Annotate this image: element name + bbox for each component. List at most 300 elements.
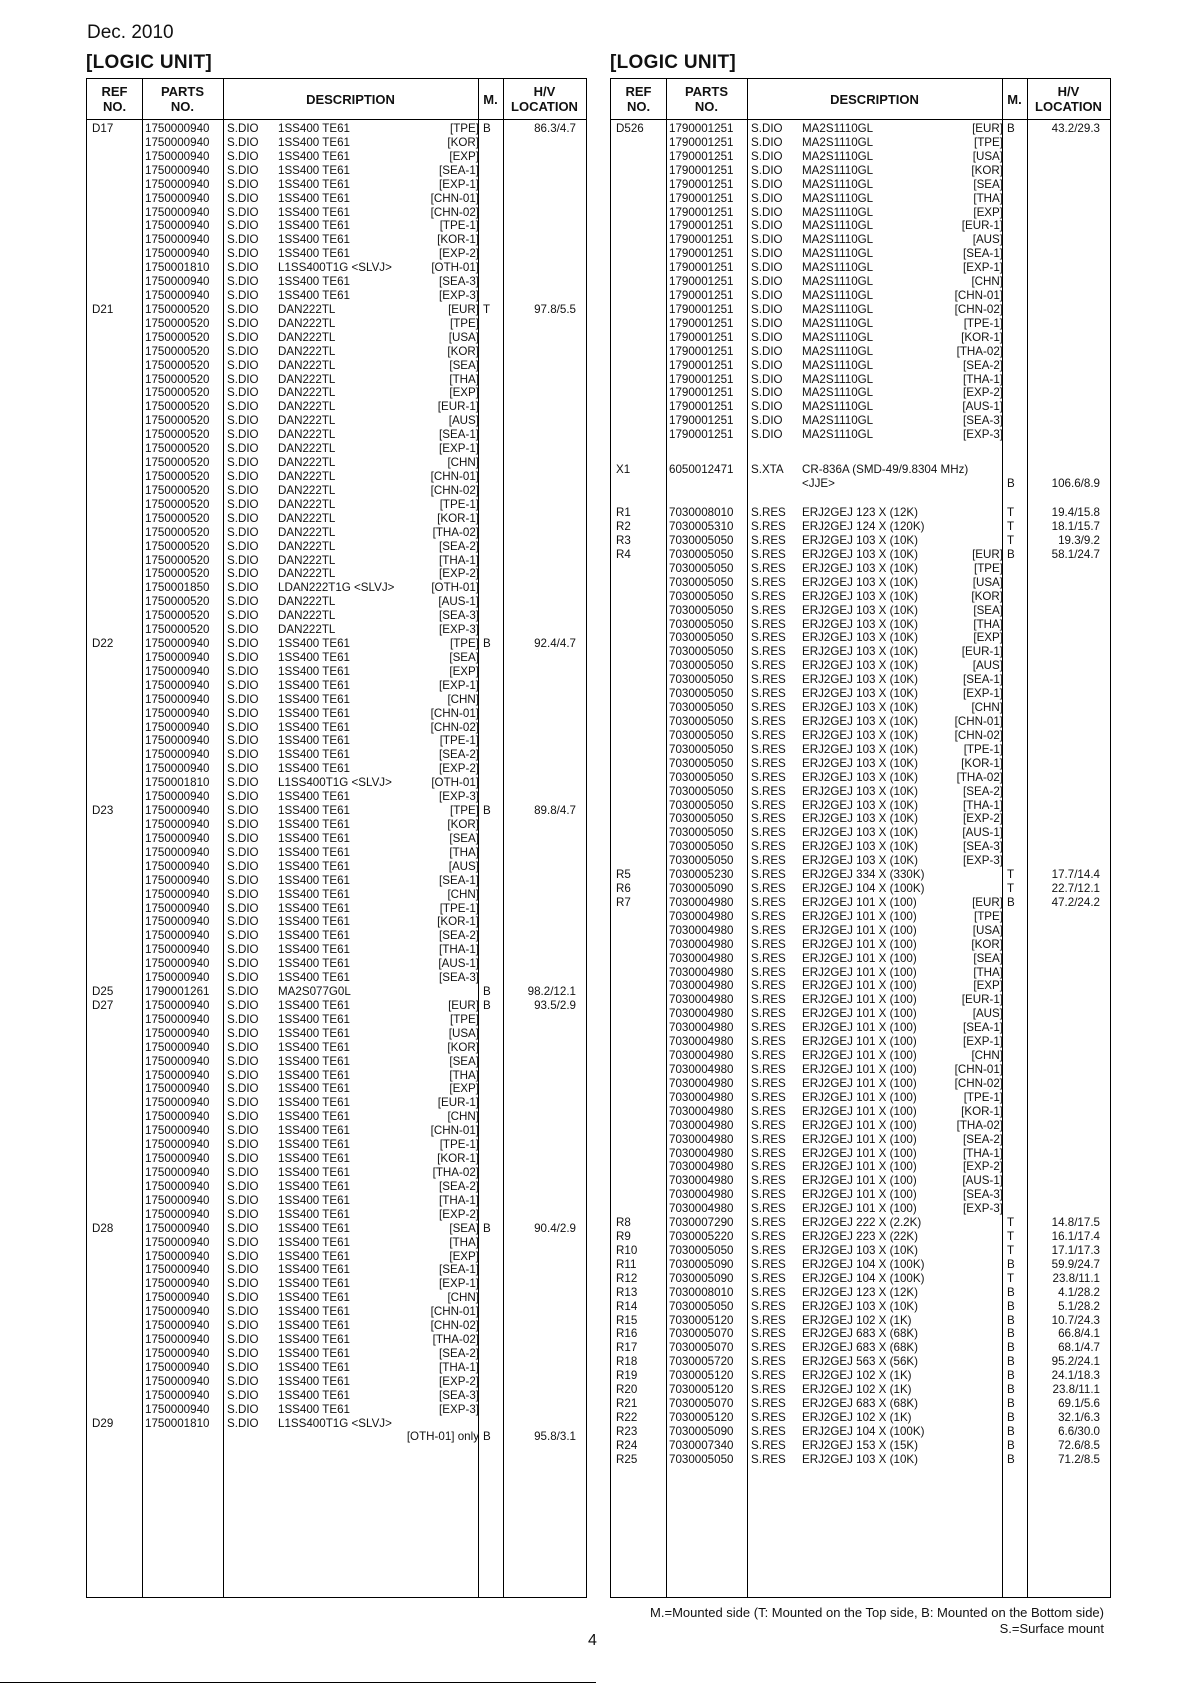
table-row (611, 1119, 1110, 1133)
table-row (87, 985, 586, 999)
part-type: S.DIO (227, 233, 259, 247)
part-type: S.RES (751, 645, 786, 659)
part-type: S.DIO (227, 720, 259, 734)
part-no: 1750000520 (145, 400, 210, 414)
part-type: S.DIO (227, 692, 259, 706)
part-type: S.DIO (227, 1277, 259, 1291)
table-row (611, 993, 1110, 1007)
part-no: 7030004980 (669, 937, 734, 951)
ref-no: R18 (616, 1355, 638, 1369)
region-code: [KOR] (447, 818, 479, 831)
header-mounted: M. (483, 91, 498, 107)
description: 1SS400 TE61 (278, 1040, 350, 1054)
part-type: S.DIO (227, 177, 259, 191)
part-no: 1750000940 (145, 929, 210, 943)
table-row (611, 1383, 1110, 1397)
description: DAN222TL (278, 400, 336, 414)
part-no: 1750000940 (145, 818, 210, 831)
description: DAN222TL (278, 595, 336, 609)
part-no: 1750000940 (145, 998, 210, 1012)
part-no: 7030005050 (669, 756, 734, 770)
table-row (87, 567, 586, 581)
table-row (611, 219, 1110, 233)
part-type: S.DIO (227, 135, 259, 149)
table-row (611, 1035, 1110, 1049)
part-type: S.DIO (751, 135, 783, 149)
part-type: S.DIO (227, 678, 259, 692)
part-no: 1750000940 (145, 692, 210, 706)
part-no: 7030004980 (669, 1021, 734, 1035)
part-type: S.DIO (751, 414, 783, 428)
hv-location: 14.8/17.5 (1051, 1216, 1100, 1230)
part-no: 1750001810 (145, 1416, 210, 1430)
part-type: S.RES (751, 1285, 786, 1299)
region-code: [SEA-1] (439, 428, 479, 442)
part-type: S.RES (751, 812, 786, 826)
part-no: 1790001251 (669, 316, 734, 330)
table-row (87, 999, 586, 1013)
description: MA2S1110GL (802, 330, 874, 344)
region-code: [TPE-1] (963, 742, 1003, 756)
table-row (611, 150, 1110, 164)
mounted-side: B (1007, 1285, 1015, 1299)
region-code: [EXP-2] (963, 386, 1003, 400)
part-no: 7030005070 (669, 1341, 734, 1355)
part-type: S.RES (751, 1049, 786, 1063)
document-date: Dec. 2010 (87, 22, 174, 43)
description: DAN222TL (278, 386, 336, 400)
part-no: 1750001810 (145, 261, 210, 275)
part-no: 1750000520 (145, 511, 210, 525)
table-row (87, 1417, 586, 1431)
region-code: [CHN] (447, 456, 479, 470)
description: 1SS400 TE61 (278, 1360, 350, 1374)
part-no: 7030005050 (669, 784, 734, 798)
hv-location: 106.6/8.9 (1051, 476, 1100, 490)
part-no: 1750000940 (145, 191, 210, 205)
part-no: 1790001251 (669, 372, 734, 386)
section-title-left: [LOGIC UNIT] (86, 52, 213, 73)
table-row (611, 233, 1110, 247)
region-code: [OTH-01] only (406, 1430, 479, 1444)
parts-table-right (610, 78, 1111, 1598)
region-code: [TPE] (450, 804, 479, 818)
part-type: S.RES (751, 1160, 786, 1174)
part-no: 7030005120 (669, 1313, 734, 1327)
part-no: 7030004980 (669, 1146, 734, 1160)
part-no: 7030005050 (669, 840, 734, 854)
hv-location: 32.1/6.3 (1058, 1410, 1100, 1424)
part-type: S.DIO (227, 1179, 259, 1193)
part-type: S.DIO (227, 1207, 259, 1221)
description: ERJ2GEJ 101 X (100) (802, 1035, 917, 1049)
region-code: [EUR-1] (961, 219, 1003, 233)
part-type: S.DIO (227, 901, 259, 915)
part-type: S.RES (751, 1341, 786, 1355)
description: ERJ2GEJ 223 X (22K) (802, 1230, 918, 1244)
mounted-side: B (1007, 895, 1015, 909)
hv-location: 90.4/2.9 (534, 1221, 576, 1235)
table-row (611, 826, 1110, 840)
description: DAN222TL (278, 623, 336, 637)
table-row (611, 1258, 1110, 1272)
region-code: [EXP-2] (439, 1207, 479, 1221)
header-parts-no: PARTS NO. (160, 84, 205, 114)
description: 1SS400 TE61 (278, 859, 350, 873)
table-row (611, 757, 1110, 771)
table-row (611, 506, 1110, 520)
region-code: [TPE-1] (439, 1138, 479, 1152)
table-row (611, 1286, 1110, 1300)
description: CR-836A (SMD-49/9.8304 MHz) (802, 463, 969, 477)
part-no: 1750000520 (145, 330, 210, 344)
mounted-side: B (1007, 547, 1015, 561)
region-code: [CHN] (971, 701, 1003, 715)
part-type: S.DIO (751, 316, 783, 330)
region-code: [CHN-02] (430, 483, 479, 497)
part-type: S.DIO (227, 790, 259, 804)
description: 1SS400 TE61 (278, 790, 350, 804)
table-row (87, 428, 586, 442)
table-row (87, 776, 586, 790)
part-type: S.DIO (751, 219, 783, 233)
mounted-side: T (483, 302, 491, 316)
part-no: 7030004980 (669, 979, 734, 993)
mounted-side: B (1007, 1341, 1015, 1355)
table-row (87, 512, 586, 526)
table-row (611, 1341, 1110, 1355)
part-type: S.DIO (227, 887, 259, 901)
table-row (611, 534, 1110, 548)
region-code: [THA-1] (439, 553, 479, 567)
region-code: [THA] (973, 617, 1003, 631)
table-row (611, 562, 1110, 576)
part-type: S.RES (751, 1062, 786, 1076)
region-code: [EXP] (449, 1249, 479, 1263)
region-code: [EXP-3] (439, 623, 479, 637)
mounted-side: T (1007, 520, 1015, 534)
part-no: 1750000940 (145, 915, 210, 929)
region-code: [CHN-01] (954, 1062, 1003, 1076)
description: 1SS400 TE61 (278, 678, 350, 692)
part-type: S.DIO (227, 330, 259, 344)
description: 1SS400 TE61 (278, 1138, 350, 1152)
description: MA2S1110GL (802, 386, 874, 400)
region-code: [CHN] (447, 1110, 479, 1124)
description: 1SS400 TE61 (278, 1402, 350, 1416)
part-type: S.DIO (227, 1291, 259, 1305)
part-type: S.DIO (227, 539, 259, 553)
description: ERJ2GEJ 101 X (100) (802, 1146, 917, 1160)
region-code: [SEA-3] (963, 1188, 1003, 1202)
part-no: 7030005050 (669, 575, 734, 589)
part-type: S.DIO (227, 428, 259, 442)
description: 1SS400 TE61 (278, 163, 350, 177)
description: L1SS400T1G <SLVJ> (278, 776, 392, 790)
part-type: S.DIO (227, 762, 259, 776)
part-no: 7030007340 (669, 1438, 734, 1452)
part-no: 7030004980 (669, 1202, 734, 1216)
part-no: 1750000940 (145, 1012, 210, 1026)
description: ERJ2GEJ 102 X (1K) (802, 1369, 912, 1383)
part-no: 1790001251 (669, 428, 734, 442)
region-code: [SEA-2] (439, 929, 479, 943)
hv-location: 5.1/28.2 (1058, 1299, 1100, 1313)
part-type: S.RES (751, 1146, 786, 1160)
ref-no: R3 (616, 534, 631, 548)
description: ERJ2GEJ 104 X (100K) (802, 1257, 925, 1271)
region-code: [THA-1] (439, 943, 479, 957)
part-no: 1750000940 (145, 1179, 210, 1193)
table-row (87, 846, 586, 860)
part-type: S.RES (751, 784, 786, 798)
part-no: 1750000520 (145, 442, 210, 456)
part-type: S.DIO (227, 595, 259, 609)
description: 1SS400 TE61 (278, 831, 350, 845)
ref-no: R10 (616, 1243, 638, 1257)
part-no: 1750000520 (145, 414, 210, 428)
part-type: S.RES (751, 1188, 786, 1202)
table-row (87, 609, 586, 623)
part-no: 7030005050 (669, 603, 734, 617)
part-type: S.DIO (751, 191, 783, 205)
region-code: [KOR] (971, 163, 1003, 177)
part-type: S.DIO (227, 1346, 259, 1360)
part-type: S.RES (751, 756, 786, 770)
table-row (611, 729, 1110, 743)
ref-no: R2 (616, 520, 631, 534)
hv-location: 72.6/8.5 (1058, 1438, 1100, 1452)
description: 1SS400 TE61 (278, 1319, 350, 1333)
description: ERJ2GEJ 123 X (12K) (802, 506, 918, 520)
table-row (87, 888, 586, 902)
hv-location: 19.3/9.2 (1058, 534, 1100, 548)
table-row (87, 178, 586, 192)
part-type: S.DIO (227, 511, 259, 525)
mounted-side: T (1007, 1216, 1015, 1230)
part-no: 1750000940 (145, 1068, 210, 1082)
region-code: [SEA-1] (439, 1263, 479, 1277)
part-type: S.DIO (751, 289, 783, 303)
part-no: 1790001251 (669, 191, 734, 205)
part-type: S.RES (751, 1230, 786, 1244)
hv-location: 18.1/15.7 (1051, 520, 1100, 534)
part-type: S.RES (751, 1369, 786, 1383)
ref-no: R11 (616, 1257, 637, 1271)
part-type: S.DIO (751, 330, 783, 344)
part-no: 1750000940 (145, 1138, 210, 1152)
part-no: 7030005050 (669, 854, 734, 868)
table-row (611, 136, 1110, 150)
description: ERJ2GEJ 103 X (10K) (802, 840, 918, 854)
header-ref-no: REF NO. (625, 84, 652, 114)
table-row (87, 623, 586, 637)
mounted-side: B (1007, 1369, 1015, 1383)
description: ERJ2GEJ 103 X (10K) (802, 798, 918, 812)
part-type: S.RES (751, 589, 786, 603)
mounted-side: T (1007, 534, 1015, 548)
table-row (611, 1272, 1110, 1286)
description: LDAN222T1G <SLVJ> (278, 581, 395, 595)
region-code: [USA] (972, 923, 1003, 937)
ref-no: R16 (616, 1327, 638, 1341)
part-type: S.DIO (751, 233, 783, 247)
part-type: S.DIO (227, 247, 259, 261)
description: MA2S1110GL (802, 135, 874, 149)
part-type: S.RES (751, 798, 786, 812)
part-no: 1750000940 (145, 1277, 210, 1291)
part-no: 1750000940 (145, 1221, 210, 1235)
description: MA2S1110GL (802, 233, 874, 247)
region-code: [CHN-01] (430, 470, 479, 483)
description: ERJ2GEJ 683 X (68K) (802, 1397, 918, 1411)
region-code: [AUS-1] (438, 957, 479, 971)
header-parts-no: PARTS NO. (684, 84, 729, 114)
table-row (87, 484, 586, 498)
table-row (87, 1124, 586, 1138)
table-row (87, 233, 586, 247)
part-no: 1750000940 (145, 734, 210, 748)
part-no: 7030005050 (669, 798, 734, 812)
table-row (87, 1389, 586, 1403)
part-type: S.DIO (227, 748, 259, 762)
description: 1SS400 TE61 (278, 804, 350, 818)
region-code: [THA] (973, 191, 1003, 205)
hv-location: 58.1/24.7 (1051, 547, 1100, 561)
part-no: 1750000940 (145, 1124, 210, 1138)
table-row (87, 219, 586, 233)
part-no: 7030004980 (669, 1007, 734, 1021)
region-code: [EXP-3] (439, 1402, 479, 1416)
description: DAN222TL (278, 442, 336, 456)
part-no: 7030005090 (669, 1424, 734, 1438)
table-row (87, 1096, 586, 1110)
part-type: S.DIO (227, 915, 259, 929)
description: 1SS400 TE61 (278, 1291, 350, 1305)
part-no: 1750000940 (145, 1360, 210, 1374)
ref-no: X1 (616, 463, 631, 477)
description: ERJ2GEJ 102 X (1K) (802, 1383, 912, 1397)
region-code: [EXP-2] (439, 567, 479, 581)
table-row (87, 1333, 586, 1347)
table-row (87, 373, 586, 387)
table-row (87, 1069, 586, 1083)
table-row (87, 122, 586, 136)
part-type: S.DIO (227, 1152, 259, 1166)
table-row (611, 966, 1110, 980)
part-type: S.RES (751, 742, 786, 756)
part-no: 1750000940 (145, 762, 210, 776)
description: MA2S1110GL (802, 122, 874, 135)
part-type: S.DIO (751, 344, 783, 358)
region-code: [EXP-3] (439, 289, 479, 303)
table-row (87, 1138, 586, 1152)
part-type: S.DIO (227, 1110, 259, 1124)
mounted-side: B (1007, 1397, 1015, 1411)
part-type: S.RES (751, 923, 786, 937)
description: ERJ2GEJ 101 X (100) (802, 1090, 917, 1104)
part-no: 1750000940 (145, 233, 210, 247)
region-code: [EXP-3] (963, 428, 1003, 442)
part-type: S.RES (751, 603, 786, 617)
part-type: S.RES (751, 520, 786, 534)
part-type: S.DIO (227, 818, 259, 831)
description: MA2S1110GL (802, 163, 874, 177)
table-row (611, 771, 1110, 785)
region-code: [AUS-1] (438, 595, 479, 609)
part-no: 1750000940 (145, 1193, 210, 1207)
part-no: 1750000520 (145, 302, 210, 316)
ref-no: R19 (616, 1369, 638, 1383)
region-code: [CHN] (971, 275, 1003, 289)
part-type: S.RES (751, 993, 786, 1007)
part-no: 7030005090 (669, 1257, 734, 1271)
part-no: 7030005050 (669, 617, 734, 631)
part-no: 1790001251 (669, 247, 734, 261)
part-no: 7030004980 (669, 993, 734, 1007)
table-row (87, 400, 586, 414)
region-code: [AUS-1] (962, 1174, 1003, 1188)
part-no: 1750000940 (145, 678, 210, 692)
description: DAN222TL (278, 330, 336, 344)
table-row (611, 1369, 1110, 1383)
mounted-side: B (483, 985, 491, 999)
part-type: S.DIO (227, 497, 259, 511)
region-code: [EXP-2] (439, 247, 479, 261)
description: ERJ2GEJ 101 X (100) (802, 923, 917, 937)
part-no: 7030005050 (669, 742, 734, 756)
description: ERJ2GEJ 103 X (10K) (802, 701, 918, 715)
description: ERJ2GEJ 101 X (100) (802, 1132, 917, 1146)
description: MA2S1110GL (802, 219, 874, 233)
description: ERJ2GEJ 103 X (10K) (802, 645, 918, 659)
mounted-side: T (1007, 868, 1015, 882)
region-code: [SEA] (449, 1054, 479, 1068)
table-row (87, 136, 586, 150)
part-no: 7030005050 (669, 659, 734, 673)
table-row (611, 1133, 1110, 1147)
table-row (87, 498, 586, 512)
part-type: S.DIO (227, 344, 259, 358)
description: ERJ2GEJ 101 X (100) (802, 937, 917, 951)
description: ERJ2GEJ 103 X (10K) (802, 547, 918, 561)
mounted-side: B (1007, 1452, 1015, 1466)
table-row (611, 400, 1110, 414)
mounted-side: B (1007, 122, 1015, 135)
part-type: S.DIO (227, 525, 259, 539)
table-row (611, 604, 1110, 618)
description: DAN222TL (278, 483, 336, 497)
part-type: S.RES (751, 1424, 786, 1438)
part-type: S.RES (751, 770, 786, 784)
part-type: S.DIO (227, 456, 259, 470)
part-no: 1750000940 (145, 664, 210, 678)
part-no: 7030005050 (669, 701, 734, 715)
description: ERJ2GEJ 103 X (10K) (802, 673, 918, 687)
region-code: [SEA] (973, 177, 1003, 191)
description: ERJ2GEJ 103 X (10K) (802, 617, 918, 631)
part-type: S.DIO (751, 205, 783, 219)
region-code: [CHN-02] (954, 728, 1003, 742)
part-no: 1750000940 (145, 1333, 210, 1347)
part-type: S.DIO (227, 1305, 259, 1319)
table-row (87, 957, 586, 971)
ref-no: R8 (616, 1216, 631, 1230)
table-row (611, 687, 1110, 701)
part-type: S.DIO (227, 1138, 259, 1152)
description: DAN222TL (278, 609, 336, 623)
part-no: 7030005050 (669, 714, 734, 728)
